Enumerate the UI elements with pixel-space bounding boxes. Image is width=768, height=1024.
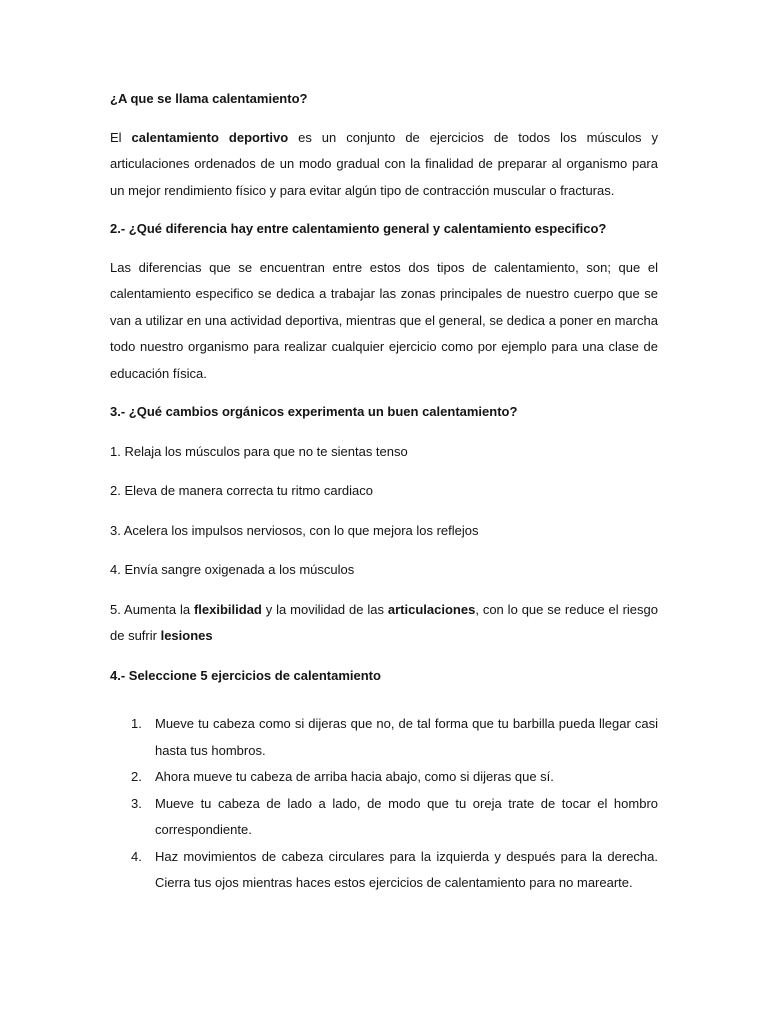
change-item-5-bold-b: articulaciones bbox=[387, 601, 476, 617]
change-item-5-text-c: , con lo que se reduce el riesgo de sufrir bbox=[110, 601, 658, 643]
exercise-item bbox=[110, 791, 658, 844]
document-body bbox=[110, 86, 658, 897]
exercise-item bbox=[110, 711, 658, 764]
question-1-title: ¿A que se llama calentamiento? bbox=[110, 91, 308, 106]
exercise-text: Mueve tu cabeza de lado a lado, de modo que tu oreja trate de tocar el hombro correspondiente. bbox=[155, 795, 658, 837]
change-item-4: 4. Envía sangre oxigenada a los músculos bbox=[110, 562, 355, 577]
change-item-2: 2. Eleva de manera correcta tu ritmo cardiaco bbox=[110, 483, 374, 498]
change-item-5 bbox=[110, 597, 658, 650]
exercise-text: Mueve tu cabeza como si dijeras que no, de tal forma que tu barbilla pueda llegar casi hasta tus hombros. bbox=[155, 716, 658, 758]
exercise-text: Ahora mueve tu cabeza de arriba hacia abajo, como si dijeras que sí. bbox=[155, 769, 554, 784]
answer-1-text-end: es un conjunto de ejercicios de todos los músculos y articulaciones ordenados de un modo gradual con la finalidad de preparar al organismo para un mejor rendimiento físico y para evitar algún tipo de contracción muscular o fracturas. bbox=[110, 129, 659, 198]
question-2-title: 2.- ¿Qué diferencia hay entre calentamiento general y calentamiento especifico? bbox=[110, 221, 607, 236]
question-3-title: 3.- ¿Qué cambios orgánicos experimenta un buen calentamiento? bbox=[110, 404, 518, 419]
question-2-answer: Las diferencias que se encuentran entre estos dos tipos de calentamiento, son; que el calentamiento especifico se dedica a trabajar las zonas principales de nuestro cuerpo que se van a utilizar en una actividad deportiva, mientras que el general, se dedica a poner en marcha todo nuestro organismo para realizar cualquier ejercicio como por ejemplo para una clase de educación física. bbox=[110, 259, 658, 381]
question-4-title: 4.- Seleccione 5 ejercicios de calentamiento bbox=[110, 667, 381, 683]
answer-1-bold-term: calentamiento deportivo bbox=[131, 129, 289, 145]
exercise-number: 2. bbox=[131, 769, 142, 784]
answer-1-text-start: El bbox=[110, 129, 132, 145]
change-item-5-text-a: 5. Aumenta la bbox=[110, 601, 194, 617]
exercise-item bbox=[110, 764, 658, 791]
exercise-number: 1. bbox=[131, 716, 142, 731]
question-1-answer bbox=[110, 125, 658, 205]
change-item-5-bold-c: lesiones bbox=[160, 628, 213, 643]
exercise-number: 4. bbox=[131, 848, 142, 864]
change-item-5-bold-a: flexibilidad bbox=[193, 601, 262, 617]
change-item-3: 3. Acelera los impulsos nerviosos, con lo que mejora los reflejos bbox=[110, 522, 479, 538]
change-item-1: 1. Relaja los músculos para que no te sientas tenso bbox=[110, 443, 408, 459]
exercise-item bbox=[110, 844, 658, 897]
change-item-5-text-b: y la movilidad de las bbox=[261, 601, 388, 617]
exercise-text: Haz movimientos de cabeza circulares para la izquierda y después para la derecha. Cierra tus ojos mientras haces estos ejercicios de calentamiento para no marearte. bbox=[155, 848, 658, 890]
exercise-number: 3. bbox=[131, 795, 142, 811]
exercise-list bbox=[110, 711, 658, 897]
